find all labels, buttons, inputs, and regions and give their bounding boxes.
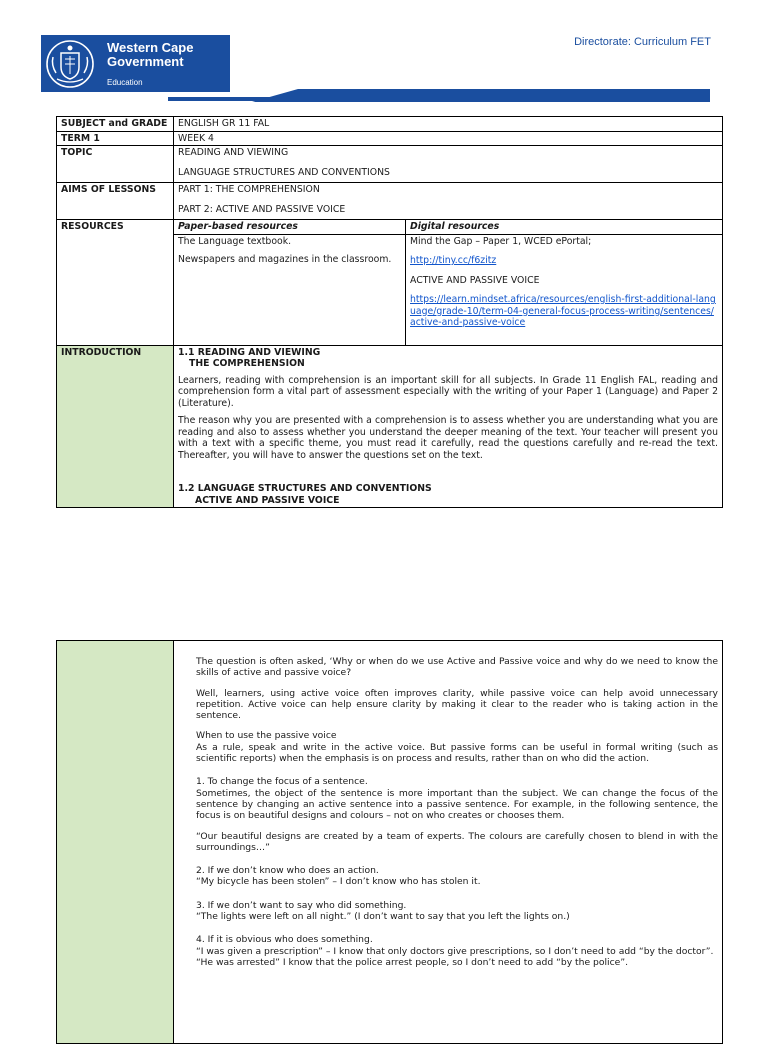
lesson-info-table (56, 116, 723, 508)
intro-paragraph: The reason why you are presented with a comprehension is to assess whether you are understanding what you are reading and also to assess whether you understand the deeper meaning of the text. Your teacher will present you with a text with a specific theme, you must read it carefully, read the questions carefully and re-read the text. Thereafter, you will have to answer the questions set on the text. (178, 415, 718, 461)
body-quote: “Our beautiful designs are created by a team of experts. The colours are carefully chosen to blend in with the surroundings…” (196, 830, 718, 853)
resources-label: RESOURCES (57, 220, 174, 346)
body-paragraph: “I was given a prescription” – I know that only doctors give prescriptions, so I don’t need to add “by the doctor”. (196, 945, 714, 957)
active-passive-explanation (174, 641, 723, 1044)
digital-resource-item: Mind the Gap – Paper 1, WCED ePortal; (410, 235, 592, 247)
paper-resource-item: Newspapers and magazines in the classroom. (178, 254, 392, 265)
topic-line-1: READING AND VIEWING (178, 147, 289, 158)
continuation-label-cell (57, 641, 174, 1044)
subject-value: ENGLISH GR 11 FAL (174, 117, 723, 132)
digital-resource-item: ACTIVE AND PASSIVE VOICE (410, 274, 540, 286)
wcg-logo (41, 35, 230, 92)
topic-label: TOPIC (57, 146, 174, 183)
body-paragraph: Well, learners, using active voice often improves clarity, while passive voice can help avoid unnecessary repetition. Active voice can help ensure clarity by making it clear to the reader who is taking action in the sentence. (196, 687, 718, 722)
subject-label: SUBJECT and GRADE (57, 117, 174, 132)
term-label: TERM 1 (57, 131, 174, 146)
logo-line-2: Government (107, 54, 184, 69)
digital-resources-list (406, 234, 723, 345)
body-heading: 2. If we don’t know who does an action. (196, 865, 379, 877)
body-heading: 1. To change the focus of a sentence. (196, 776, 368, 788)
paper-resource-item: The Language textbook. (178, 235, 292, 247)
topic-line-2: LANGUAGE STRUCTURES AND CONVENTIONS (178, 166, 390, 178)
intro-paragraph: Learners, reading with comprehension is an important skill for all subjects. In Grade 11 English FAL, reading and comprehension form a vital part of assessment especially with the writing of your Paper 1 (Language) and Paper 2 (Literature). (178, 374, 718, 409)
table-row (57, 183, 723, 220)
intro-subheading-1: THE COMPREHENSION (189, 358, 305, 369)
introduction-content (174, 345, 723, 508)
body-heading: When to use the passive voice (196, 730, 337, 742)
body-paragraph: “The lights were left on all night.” (I don’t want to say that you left the lights on.) (196, 911, 570, 923)
body-paragraph: As a rule, speak and write in the active voice. But passive forms can be useful in formal writing (such as scientific reports) when the emphasis is on process and results, rather than on who did the action. (196, 741, 718, 765)
mindset-link[interactable]: https://learn.mindset.africa/resources/english-first-additional-language/grade-10/term-04-general-focus-process-writing/sentences/active-and-passive-voice (410, 294, 716, 328)
continuation-table (56, 640, 723, 1044)
logo-line-3: Education (107, 78, 143, 87)
table-row (57, 345, 723, 508)
directorate-label: Directorate: Curriculum FET (574, 36, 711, 48)
aims-line-2: PART 2: ACTIVE AND PASSIVE VOICE (178, 203, 346, 215)
logo-line-1: Western Cape (107, 40, 194, 55)
coat-of-arms-icon (45, 39, 95, 89)
paper-resources-list (174, 234, 406, 345)
body-heading: 3. If we don’t want to say who did something. (196, 899, 407, 911)
aims-label: AIMS OF LESSONS (57, 183, 174, 220)
intro-heading-1: 1.1 READING AND VIEWING (178, 346, 321, 358)
table-row (57, 131, 723, 146)
paper-resources-heading: Paper-based resources (174, 220, 406, 235)
body-heading: 4. If it is obvious who does something. (196, 934, 373, 946)
tiny-url-link[interactable]: http://tiny.cc/f6zitz (410, 255, 497, 266)
aims-value (174, 183, 723, 220)
header-band-line (168, 97, 710, 101)
body-paragraph: The question is often asked, ‘Why or when do we use Active and Passive voice and why do we need to know the skills of active and passive voice? (196, 656, 718, 679)
body-paragraph: “He was arrested” I know that the police arrest people, so I don’t need to add “by the police”. (196, 956, 628, 968)
table-row (57, 641, 723, 1044)
aims-line-1: PART 1: THE COMPREHENSION (178, 184, 320, 195)
body-paragraph: “My bicycle has been stolen” – I don’t know who has stolen it. (196, 876, 481, 888)
topic-value (174, 146, 723, 183)
intro-heading-2: 1.2 LANGUAGE STRUCTURES AND CONVENTIONS (178, 483, 432, 494)
table-row (57, 117, 723, 132)
introduction-label: INTRODUCTION (57, 345, 174, 508)
intro-subheading-2: ACTIVE AND PASSIVE VOICE (195, 494, 340, 506)
digital-resources-heading: Digital resources (406, 220, 723, 235)
table-row (57, 220, 723, 235)
table-row (57, 146, 723, 183)
term-value: WEEK 4 (174, 131, 723, 146)
body-paragraph: Sometimes, the object of the sentence is more important than the subject. We can change the focus of the sentence by changing an active sentence into a passive sentence. For example, in the following sentence, the focus is on beautiful designs and colours – not on who creates or chooses them. (196, 787, 718, 822)
